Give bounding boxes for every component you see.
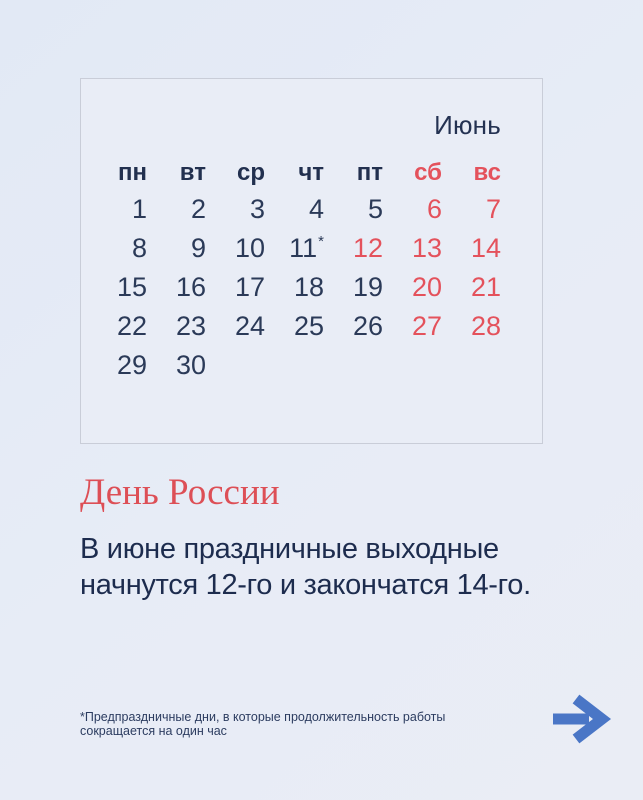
day-30: 30 (175, 350, 206, 380)
day-17: 17 (234, 272, 265, 302)
day-27: 27 (411, 311, 442, 341)
day-29: 29 (116, 350, 147, 380)
week-row-3 (88, 268, 501, 307)
day-6: 6 (426, 194, 442, 224)
month-label: Июнь (434, 110, 501, 140)
day-25: 25 (293, 311, 324, 341)
week-row-2 (88, 229, 501, 268)
weekday-пн: пн (118, 159, 147, 186)
description-line-2: начнутся 12-го и закончатся 14-го. (80, 569, 531, 601)
day-11: 11 * (289, 233, 324, 263)
day-24: 24 (234, 311, 265, 341)
holiday-description (80, 531, 560, 603)
week-row-4 (88, 307, 501, 346)
arrow-right-icon (551, 692, 609, 746)
day-23: 23 (175, 311, 206, 341)
weekday-сб: сб (414, 159, 442, 186)
week-row-5 (88, 346, 501, 385)
footnote-marker: * (318, 233, 324, 250)
day-4: 4 (308, 194, 324, 224)
weekday-чт: чт (298, 159, 324, 186)
day-18: 18 (293, 272, 324, 302)
day-1: 1 (131, 194, 147, 224)
empty-cell (206, 346, 265, 385)
weekday-пт: пт (356, 159, 383, 186)
day-14: 14 (470, 233, 501, 263)
day-13: 13 (411, 233, 442, 263)
holiday-title: День России (80, 472, 280, 513)
day-9: 9 (190, 233, 206, 263)
day-15: 15 (116, 272, 147, 302)
day-16: 16 (175, 272, 206, 302)
day-28: 28 (470, 311, 501, 341)
day-19: 19 (352, 272, 383, 302)
day-10: 10 (234, 233, 265, 263)
day-3: 3 (249, 194, 265, 224)
day-5: 5 (367, 194, 383, 224)
week-row-1 (88, 190, 501, 229)
day-7: 7 (485, 194, 501, 224)
empty-cell (324, 346, 383, 385)
day-21: 21 (470, 272, 501, 302)
weekday-вс: вс (473, 159, 501, 186)
calendar-grid (88, 156, 501, 385)
day-2: 2 (190, 194, 206, 224)
weekday-row (88, 156, 501, 190)
empty-cell (265, 346, 324, 385)
weekday-вт: вт (179, 159, 206, 186)
weekday-ср: ср (236, 159, 265, 186)
day-22: 22 (116, 311, 147, 341)
description-line-1: В июне праздничные выходные (80, 533, 499, 565)
day-12: 12 (352, 233, 383, 263)
calendar-card (80, 78, 543, 444)
next-slide-button[interactable] (551, 692, 609, 746)
empty-cell (383, 346, 442, 385)
footnote-text: *Предпраздничные дни, в которые продолжительность работы сокращается на один час (80, 710, 446, 738)
day-20: 20 (411, 272, 442, 302)
day-26: 26 (352, 311, 383, 341)
day-8: 8 (131, 233, 147, 263)
empty-cell (442, 346, 501, 385)
calendar (88, 79, 501, 385)
